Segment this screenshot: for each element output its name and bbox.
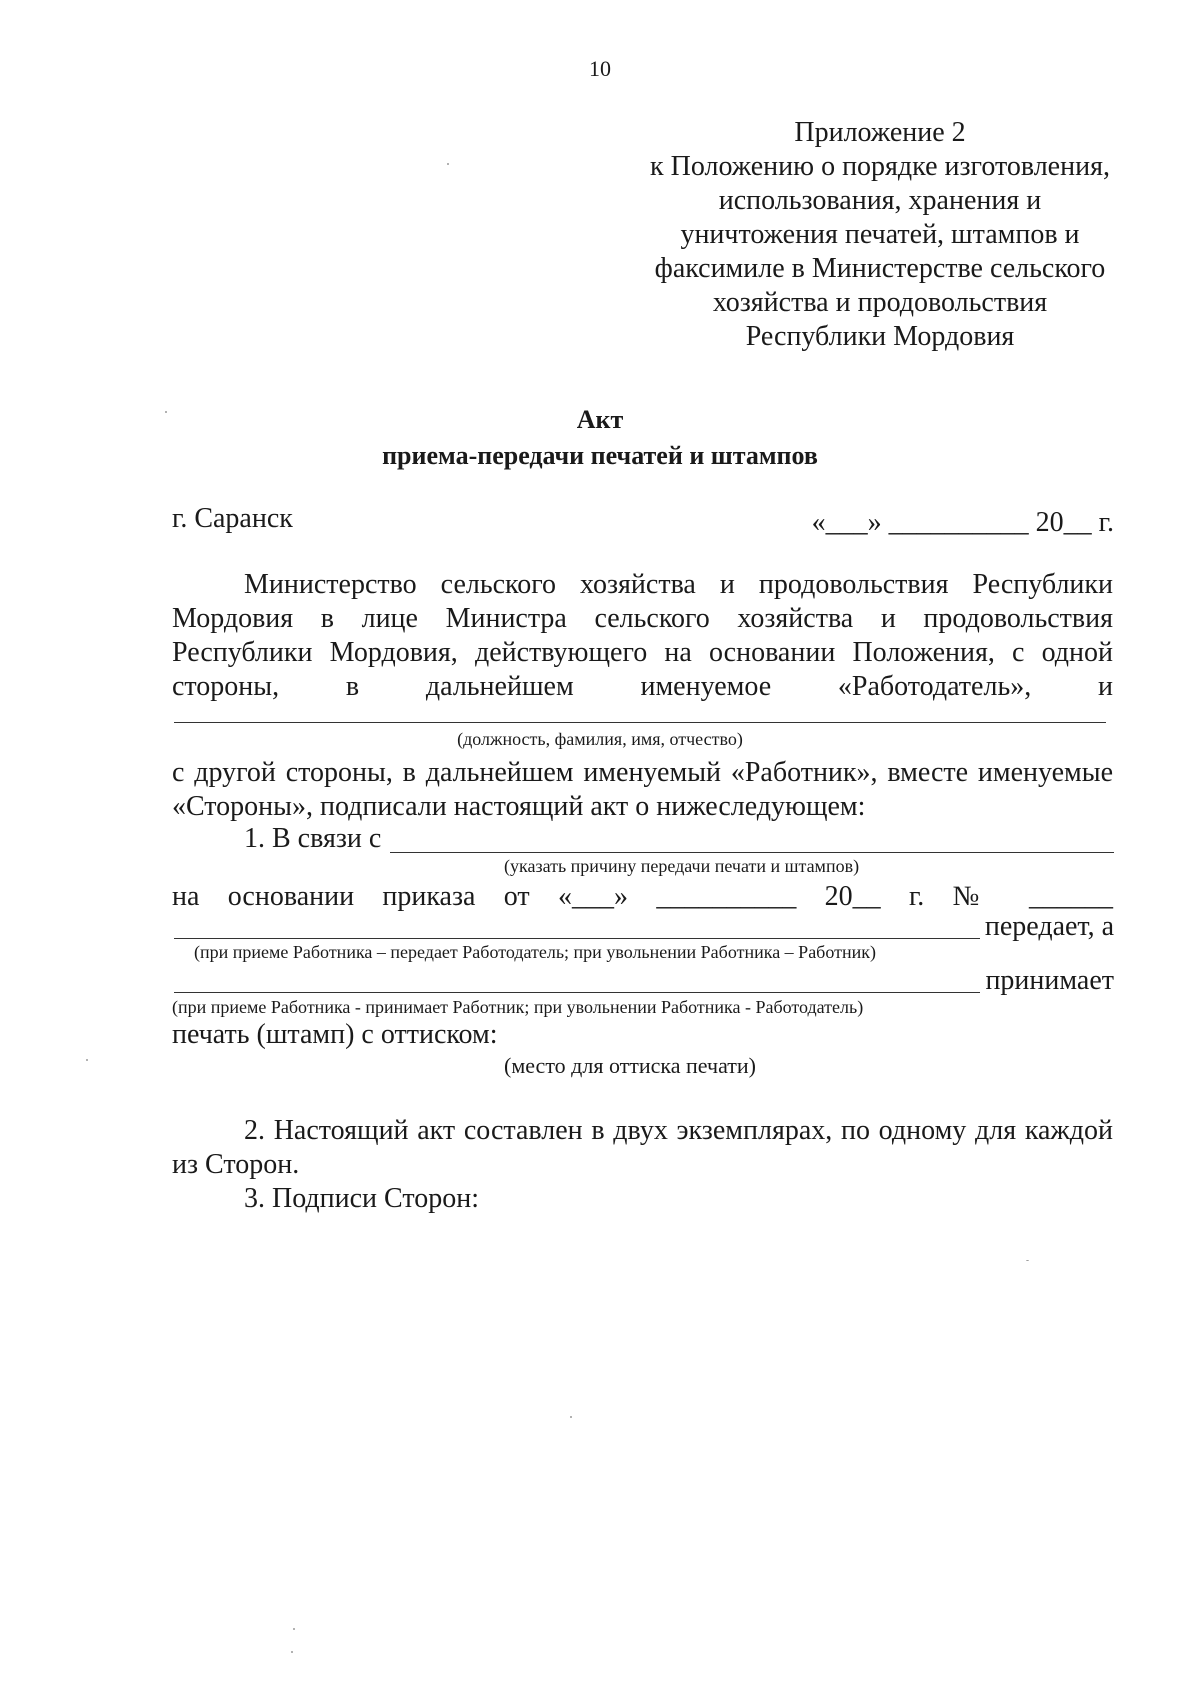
intro-line: Мордовия в лице Министра сельского хозяйства и продовольствия: [172, 603, 1113, 634]
reason-caption: (указать причину передачи печати и штампов): [504, 856, 860, 876]
appendix-line: к Положению о порядке изготовления,: [650, 151, 1110, 182]
accept-blank-line: [174, 992, 980, 993]
reason-blank-line: [390, 852, 1114, 853]
scan-speck: [570, 1416, 572, 1418]
scan-speck: [165, 411, 167, 413]
accept-caption: (при приеме Работника - принимает Работник; при увольнении Работника - Работодатель): [172, 997, 864, 1017]
scan-speck: [1026, 1260, 1029, 1261]
appendix-line: Приложение 2: [794, 117, 966, 148]
scan-speck: [447, 163, 449, 165]
other-side-line: «Стороны», подписали настоящий акт о нижеследующем:: [172, 791, 866, 822]
other-side-line: с другой стороны, в дальнейшем именуемый «Работник», вместе именуемые: [172, 757, 1113, 788]
appendix-header: [640, 116, 1120, 354]
place-of-signing: г. Саранск: [172, 503, 293, 534]
document-subtitle: приема-передачи печатей и штампов: [382, 441, 818, 470]
appendix-line: использования, хранения и: [718, 185, 1042, 216]
transfers-text: передает, а: [984, 911, 1114, 942]
appendix-line: факсимиле в Министерстве сельского: [654, 253, 1106, 284]
page-number: 10: [589, 56, 611, 81]
order-line: на основании приказа от «___» __________ 20__ г. № ______: [172, 881, 1113, 912]
scan-speck: [291, 1651, 293, 1653]
accepts-text: принимает: [985, 965, 1114, 996]
intro-line: Республики Мордовия, действующего на основании Положения, с одной: [172, 637, 1113, 668]
stamp-place-caption: (место для оттиска печати): [504, 1053, 757, 1078]
appendix-line: хозяйства и продовольствия: [712, 287, 1048, 318]
document-title: Акт: [576, 405, 624, 434]
item1-label: 1. В связи с: [244, 823, 382, 854]
transfer-caption: (при приеме Работника – передает Работодатель; при увольнении Работника – Работник): [194, 942, 876, 962]
scan-speck: [86, 1059, 88, 1061]
appendix-line: Республики Мордовия: [745, 321, 1015, 352]
date-field: «___» __________ 20__ г.: [811, 507, 1114, 538]
item2-line: 2. Настоящий акт составлен в двух экземплярах, по одному для каждой: [244, 1115, 1113, 1146]
appendix-line: уничтожения печатей, штампов и: [680, 219, 1080, 250]
scan-speck: [293, 1628, 295, 1630]
intro-line: Министерство сельского хозяйства и продовольствия Республики: [244, 569, 1113, 600]
transfer-blank-line: [174, 938, 980, 939]
person-blank-line: [174, 722, 1106, 723]
person-caption: (должность, фамилия, имя, отчество): [457, 729, 743, 749]
stamp-text: печать (штамп) с оттиском:: [172, 1019, 498, 1050]
item3-signatures: 3. Подписи Сторон:: [244, 1183, 479, 1214]
intro-line: стороны, в дальнейшем именуемое «Работодатель», и: [172, 671, 1113, 702]
item2-line: из Сторон.: [172, 1149, 300, 1180]
